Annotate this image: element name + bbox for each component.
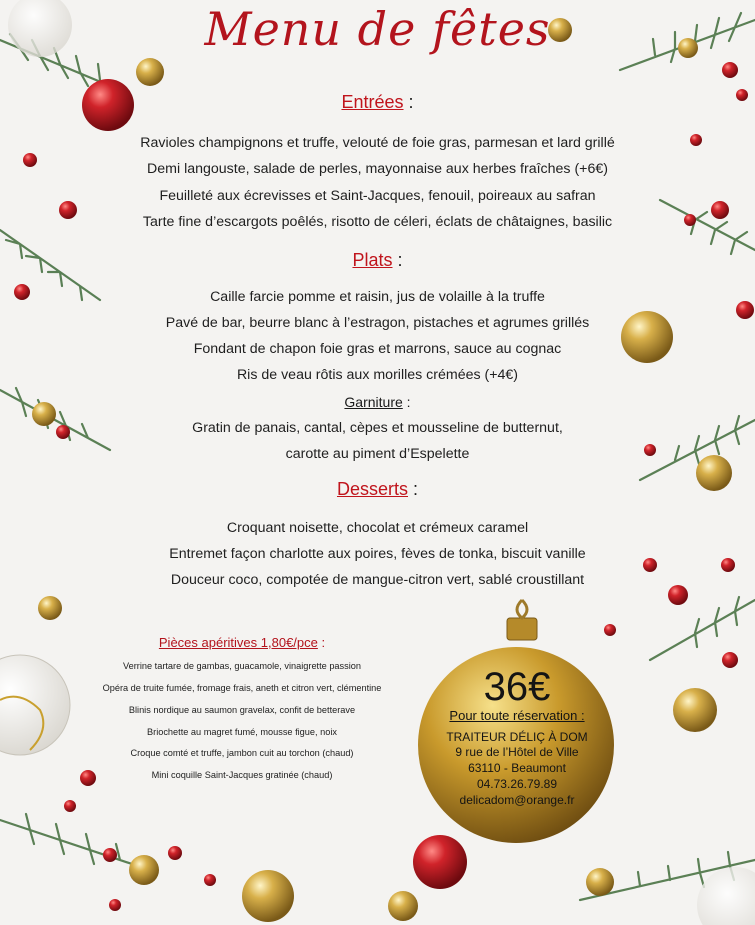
- plat-item: Pavé de bar, beurre blanc à l’estragon, pistaches et agrumes grillés: [165, 315, 590, 331]
- dessert-item: Croquant noisette, chocolat et crémeux caramel: [226, 520, 529, 536]
- menu-title: Menu de fêtes: [204, 2, 551, 56]
- plat-item: Ris de veau rôtis aux morilles crémées (+4€): [236, 367, 519, 383]
- address: 9 rue de l’Hôtel de Ville: [455, 745, 579, 759]
- entrees-heading: Entrées :: [341, 92, 414, 112]
- phone: 04.73.26.79.89: [476, 777, 558, 791]
- garniture-item: carotte au piment d’Espelette: [285, 446, 470, 462]
- plats-heading: Plats :: [352, 250, 403, 270]
- dessert-item: Entremet façon charlotte aux poires, fèves de tonka, biscuit vanille: [169, 546, 586, 562]
- aperitif-item: Opéra de truite fumée, fromage frais, aneth et citron vert, clémentine: [102, 683, 382, 693]
- aperitif-item: Mini coquille Saint-Jacques gratinée (chaud): [151, 770, 333, 780]
- city: 63110 - Beaumont: [468, 761, 566, 775]
- entree-item: Ravioles champignons et truffe, velouté de foie gras, parmesan et lard grillé: [140, 135, 615, 151]
- email: delicadom@orange.fr: [459, 793, 575, 807]
- entree-item: Demi langouste, salade de perles, mayonnaise aux herbes fraîches (+6€): [147, 161, 608, 177]
- garniture-item: Gratin de panais, cantal, cèpes et mousseline de butternut,: [192, 420, 563, 436]
- reservation-label: Pour toute réservation :: [449, 708, 585, 723]
- aperitif-item: Verrine tartare de gambas, guacamole, vinaigrette passion: [123, 661, 361, 671]
- plat-item: Caille farcie pomme et raisin, jus de volaille à la truffe: [210, 289, 545, 305]
- aperitif-item: Briochette au magret fumé, mousse figue, noix: [147, 727, 337, 737]
- aperitif-item: Blinis nordique au saumon gravelax, confit de betterave: [128, 705, 356, 715]
- entree-item: Tarte fine d’escargots poêlés, risotto de céleri, éclats de châtaignes, basilic: [142, 214, 613, 230]
- dessert-item: Douceur coco, compotée de mangue-citron vert, sablé croustillant: [170, 572, 585, 588]
- aperitif-item: Croque comté et truffe, jambon cuit au torchon (chaud): [130, 748, 354, 758]
- plat-item: Fondant de chapon foie gras et marrons, sauce au cognac: [193, 341, 562, 357]
- entree-item: Feuilleté aux écrevisses et Saint-Jacques, fenouil, poireaux au safran: [159, 188, 596, 204]
- desserts-heading: Desserts :: [336, 479, 419, 499]
- company-name: TRAITEUR DÉLIÇ À DOM: [446, 730, 588, 744]
- aperitifs-heading: Pièces apéritives 1,80€/pce :: [158, 635, 326, 650]
- garniture-heading: Garniture :: [344, 394, 411, 410]
- price: 36€: [483, 665, 551, 709]
